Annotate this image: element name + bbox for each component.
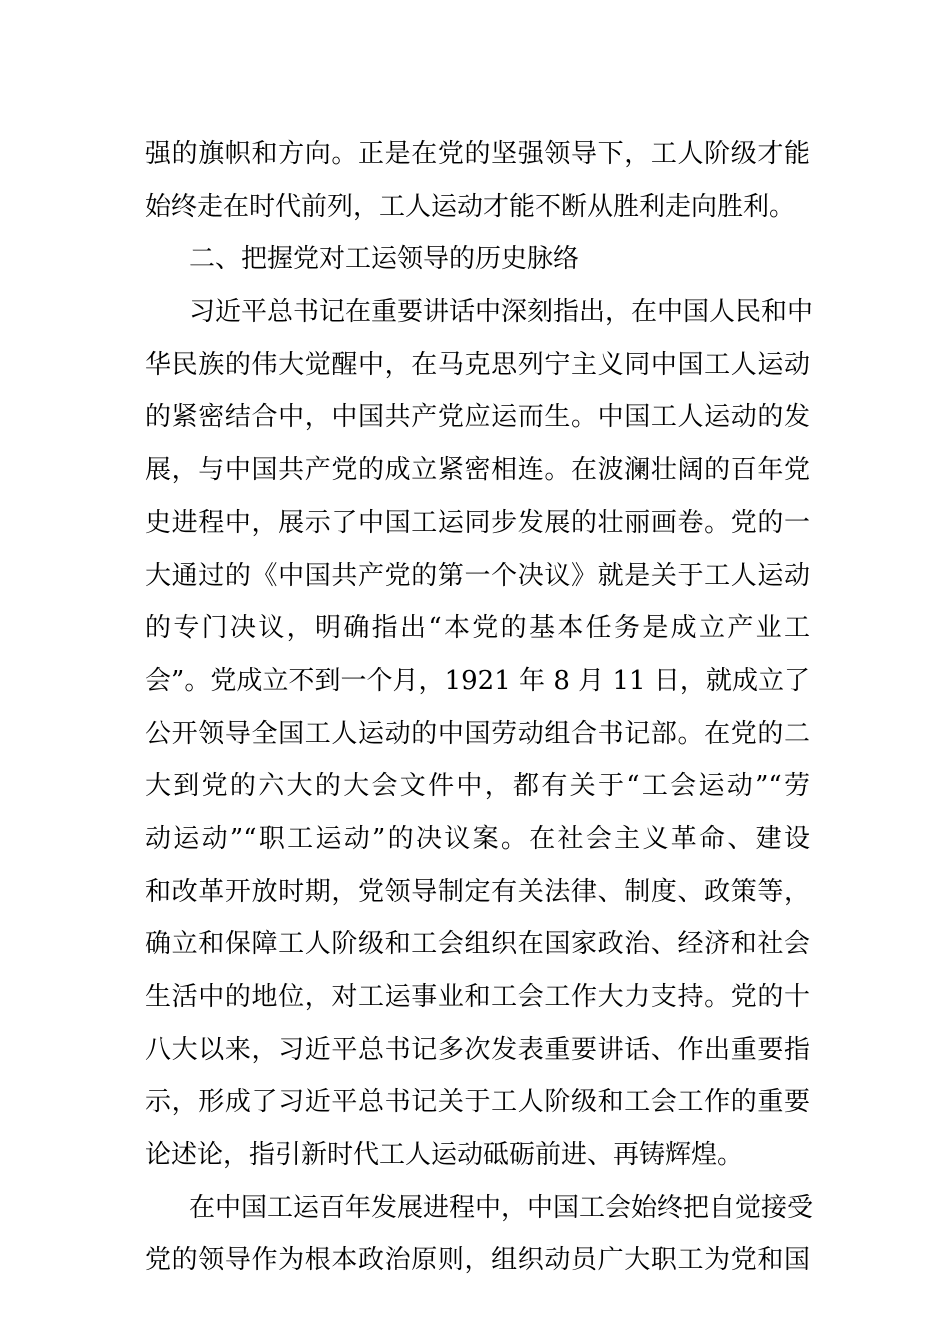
text-line: 的紧密结合中，中国共产党应运而生。中国工人运动的发: [145, 402, 810, 433]
text-line: 论述论，指引新时代工人运动砥砺前进、再铸辉煌。: [145, 1140, 744, 1171]
text-line: 强的旗帜和方向。正是在党的坚强领导下，工人阶级才能: [145, 139, 810, 169]
text-line: 大到党的六大的大会文件中，都有关于“工会运动”“劳: [145, 771, 810, 802]
text-line: 八大以来，习近平总书记多次发表重要讲话、作出重要指: [145, 1034, 810, 1065]
text-line: 在中国工运百年发展进程中，中国工会始终把自觉接受: [189, 1192, 814, 1223]
text-line: 习近平总书记在重要讲话中深刻指出，在中国人民和中: [189, 297, 814, 328]
section-heading: 二、把握党对工运领导的历史脉络: [189, 244, 580, 275]
text-line: 确立和保障工人阶级和工会组织在国家政治、经济和社会: [145, 929, 810, 960]
text-line: 和改革开放时期，党领导制定有关法律、制度、政策等，: [145, 876, 810, 907]
text-line: 示，形成了习近平总书记关于工人阶级和工会工作的重要: [145, 1087, 810, 1118]
body-text: [145, 128, 814, 1287]
text-line: 史进程中，展示了中国工运同步发展的壮丽画卷。党的一: [145, 507, 810, 538]
text-line: 大通过的《中国共产党的第一个决议》就是关于工人运动: [145, 560, 810, 591]
text-line: 华民族的伟大觉醒中，在马克思列宁主义同中国工人运动: [145, 349, 810, 380]
text-line: 动运动”“职工运动”的决议案。在社会主义革命、建设: [145, 823, 810, 854]
text-line: 展，与中国共产党的成立紧密相连。在波澜壮阔的百年党: [145, 455, 810, 486]
text-line: 的专门决议，明确指出“本党的基本任务是成立产业工: [145, 613, 810, 644]
text-line: 会”。党成立不到一个月，1921 年 8 月 11 日，就成立了: [145, 665, 810, 696]
text-line: 公开领导全国工人运动的中国劳动组合书记部。在党的二: [145, 718, 810, 749]
text-line: 党的领导作为根本政治原则，组织动员广大职工为党和国: [145, 1245, 810, 1276]
text-line: 生活中的地位，对工运事业和工会工作大力支持。党的十: [145, 982, 810, 1012]
text-line: 始终走在时代前列，工人运动才能不断从胜利走向胜利。: [145, 191, 796, 222]
